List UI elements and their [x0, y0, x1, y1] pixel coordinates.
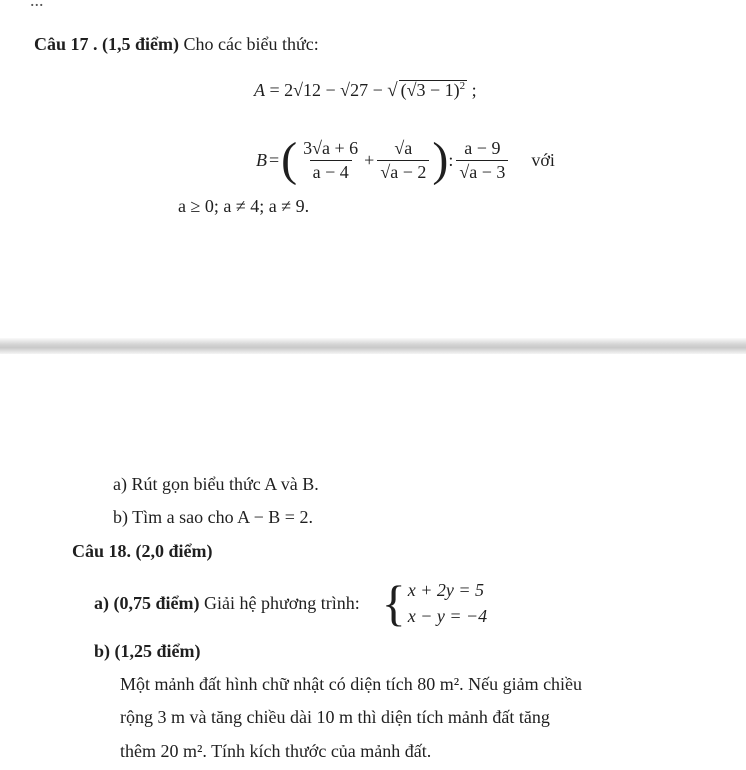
expr-a-lhs: A: [254, 80, 265, 100]
expr-a-end: ;: [471, 80, 477, 100]
q18-b-label: b) (1,25 điểm): [94, 641, 201, 661]
page-divider: [0, 338, 746, 354]
frac3-numerator: a − 9: [464, 137, 501, 158]
cutoff-header-text: ...: [30, 0, 44, 10]
expr-a-eq: =: [269, 80, 280, 100]
q17-part-a: a) Rút gọn biểu thức A và B.: [113, 474, 319, 494]
q18-b-line2: rộng 3 m và tăng chiều dài 10 m thì diện tích mảnh đất tăng: [120, 707, 550, 727]
q18-a-label: a) (0,75 điểm): [94, 592, 200, 613]
right-paren: ): [432, 133, 449, 186]
system-equation-2: x − y = −4: [407, 606, 488, 626]
system-brace: {: [381, 575, 406, 631]
expr-a-sqrt-sign: √: [387, 80, 398, 101]
q17-title: [34, 34, 319, 55]
condition-text: a ≥ 0; a ≠ 4; a ≠ 9.: [178, 196, 310, 216]
system-equation-1: x + 2y = 5: [407, 580, 485, 600]
expr-b-plus: +: [364, 149, 375, 170]
left-paren: (: [281, 133, 298, 186]
q18-part-a: [94, 577, 487, 629]
expr-b-eq: =: [269, 149, 280, 170]
q17-part-b: b) Tìm a sao cho A − B = 2.: [113, 507, 313, 527]
expr-b-frac2: [377, 138, 429, 183]
q17-title-rest: Cho các biểu thức:: [179, 34, 319, 54]
expression-a: [254, 80, 477, 102]
expr-b-colon: :: [448, 149, 454, 170]
frac1-numerator: 3√a + 6: [303, 137, 359, 158]
frac1-denominator: a − 4: [310, 160, 352, 183]
frac2-numerator: √a: [394, 137, 413, 158]
q18-b-line3: thêm 20 m². Tính kích thước của mảnh đất.: [120, 741, 432, 761]
expr-a-part1: 2√12 − √27 −: [284, 80, 383, 100]
expr-b-frac3: [456, 138, 508, 183]
expr-b-frac1: [300, 138, 361, 183]
expr-b-lhs: B: [256, 149, 267, 170]
q18-b-line1: Một mảnh đất hình chữ nhật có diện tích 80 m². Nếu giảm chiều: [120, 674, 583, 694]
frac2-denominator: √a − 2: [377, 160, 429, 183]
q18-a-text: Giải hệ phương trình:: [199, 592, 360, 613]
expr-a-inner: (√3 − 1): [400, 80, 460, 100]
q18-title: Câu 18. (2,0 điểm): [72, 541, 213, 561]
equation-system: [382, 577, 487, 629]
q17-title-bold: Câu 17 . (1,5 điểm): [34, 34, 179, 54]
expr-b-with: với: [531, 149, 555, 170]
frac3-denominator: √a − 3: [456, 160, 508, 183]
expr-a-radicand: [399, 80, 468, 100]
expression-b: [256, 133, 555, 186]
expr-a-power: 2: [459, 80, 466, 92]
